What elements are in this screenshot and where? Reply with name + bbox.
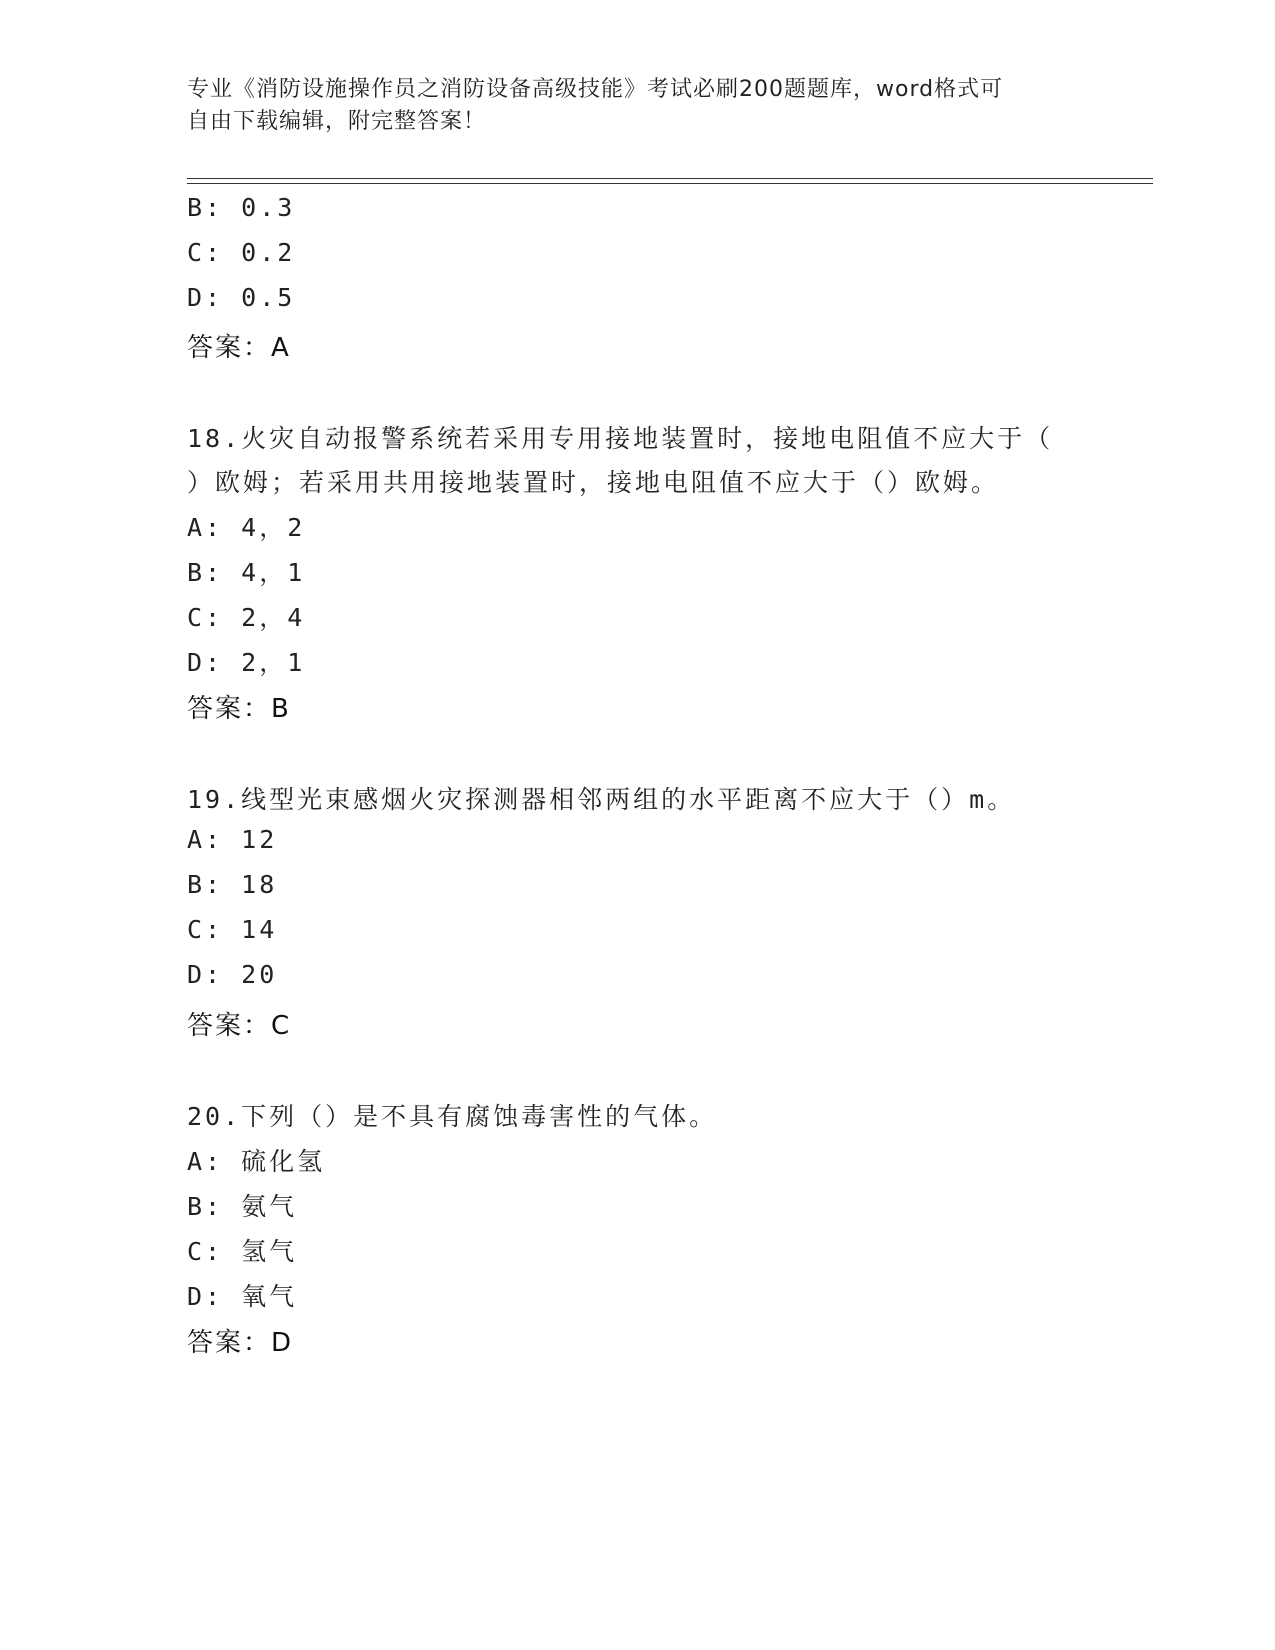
document-header [187,74,1087,138]
q20-stem: 20.下列（）是不具有腐蚀毒害性的气体。 [187,1102,718,1131]
q18-stem-line-1: 18.火灾自动报警系统若采用专用接地装置时，接地电阻值不应大于（ [187,424,1054,453]
q17-option-d: D: 0.5 [187,283,296,312]
q18-option-d: D: 2，1 [187,648,306,677]
q20-answer: 答案：D [187,1328,294,1358]
header-line-2: 自由下载编辑，附完整答案！ [187,109,487,134]
q19-answer: 答案：C [187,1011,292,1041]
q19-option-d: D: 20 [187,960,278,989]
q18-answer: 答案：B [187,694,291,724]
q19-option-c: C: 14 [187,915,278,944]
q19-option-b: B: 18 [187,870,278,899]
q19-option-a: A: 12 [187,825,278,854]
header-divider-bottom [187,183,1153,184]
q18-option-c: C: 2，4 [187,603,306,632]
q17-option-b: B: 0.3 [187,193,296,222]
q18-stem-line-2: ）欧姆；若采用共用接地装置时，接地电阻值不应大于（）欧姆。 [187,468,1000,497]
q17-answer: 答案：A [187,333,291,363]
q18-option-a: A: 4，2 [187,513,306,542]
q20-option-a: A: 硫化氢 [187,1147,326,1176]
q20-option-d: D: 氧气 [187,1282,298,1311]
q20-option-b: B: 氨气 [187,1192,298,1221]
q18-option-b: B: 4，1 [187,558,306,587]
header-divider-top [187,178,1153,179]
q17-option-c: C: 0.2 [187,238,296,267]
q20-option-c: C: 氢气 [187,1237,298,1266]
header-line-1: 专业《消防设施操作员之消防设备高级技能》考试必刷200题题库，word格式可 [187,77,1004,102]
q19-stem: 19.线型光束感烟火灾探测器相邻两组的水平距离不应大于（）m。 [187,785,1016,814]
